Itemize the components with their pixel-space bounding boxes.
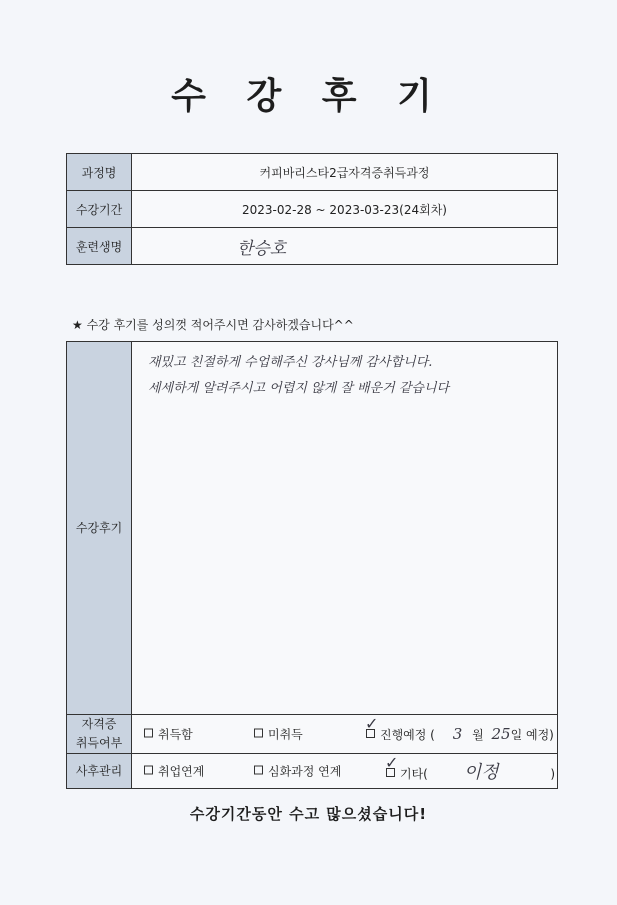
checkbox-not-acquired[interactable] <box>254 729 263 738</box>
review-line-1: 재밌고 친절하게 수업해주신 강사님께 감사합니다. <box>148 355 433 370</box>
certification-row <box>67 715 558 754</box>
certification-options <box>132 715 558 754</box>
check-mark-icon: ✓ <box>385 753 399 772</box>
period-row <box>67 191 558 228</box>
planned-month: 3 <box>452 725 463 743</box>
trainee-name-handwritten: 한승호 <box>236 238 287 259</box>
option-planned[interactable]: ✓ 진행예정 ( 3 월 25일 예정) <box>365 714 554 743</box>
option-advanced[interactable]: 심화과정 연계 <box>254 763 341 780</box>
checkbox-acquired[interactable] <box>144 729 153 738</box>
notice-text: ★ 수강 후기를 성의껏 적어주시면 감사하겠습니다^^ <box>72 318 354 332</box>
planned-day: 25 <box>491 725 511 743</box>
period-value: 2023-02-28 ~ 2023-03-23(24회차) <box>132 191 558 228</box>
certification-label <box>67 715 132 754</box>
review-row <box>67 342 558 715</box>
certification-label-line2: 취득여부 <box>75 736 123 750</box>
period-label: 수강기간 <box>67 191 132 228</box>
other-close-paren: ) <box>550 767 555 781</box>
trainee-row <box>67 228 558 265</box>
checkbox-employment[interactable] <box>144 766 153 775</box>
review-label: 수강후기 <box>67 342 132 715</box>
option-acquired[interactable]: 취득함 <box>144 726 193 743</box>
review-body <box>132 342 558 715</box>
course-label: 과정명 <box>67 154 132 191</box>
checkbox-advanced[interactable] <box>254 766 263 775</box>
followup-options <box>132 754 558 789</box>
trainee-label: 훈련생명 <box>67 228 132 265</box>
day-unit: 일 예정) <box>510 728 554 742</box>
month-unit: 월 <box>472 728 484 742</box>
option-employment[interactable]: 취업연계 <box>144 763 204 780</box>
other-value-handwritten: 이정 <box>463 762 499 783</box>
review-table <box>66 341 558 789</box>
page-title: 수 강 후 기 <box>171 76 446 117</box>
course-row <box>67 154 558 191</box>
option-other[interactable]: ✓ 기타( 이정 ) <box>385 753 555 783</box>
certification-label-line1: 자격증 <box>81 717 117 731</box>
course-info-table <box>66 153 558 265</box>
followup-row <box>67 754 558 789</box>
review-line-2: 세세하게 알려주시고 어렵지 않게 잘 배운거 같습니다 <box>148 381 450 396</box>
option-not-acquired[interactable]: 미취득 <box>254 726 303 743</box>
check-mark-icon: ✓ <box>365 714 379 733</box>
course-value: 커피바리스타2급자격증취득과정 <box>132 154 558 191</box>
followup-label: 사후관리 <box>67 754 132 789</box>
closing-message: 수강기간동안 수고 많으셨습니다! <box>189 805 428 823</box>
trainee-value-cell <box>132 228 558 265</box>
